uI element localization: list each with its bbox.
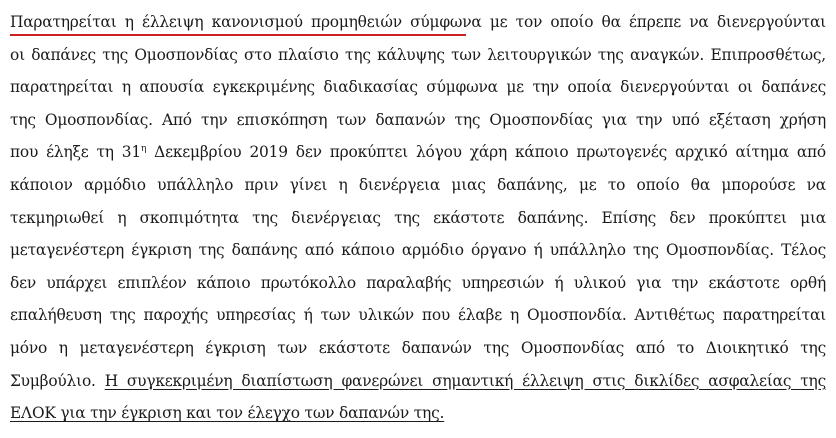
text-line-8-content: μεταγενέστερη έγκριση της δαπάνης από κάποιο αρμόδιο όργανο ή υπάλληλο της Ομοσπονδίας. Τέλος: [10, 241, 826, 260]
finding-underlined-sentence-end: ΕΛΟΚ για την έγκριση και τον έλεγχο των δαπανών της.: [10, 404, 445, 423]
text-line-2: [10, 39, 826, 72]
text-line-1: [10, 6, 826, 39]
text-line-11-content: μόνο η μεταγενέστερη έγκριση των εκάστοτε δαπανών της Ομοσπονδίας από το Διοικητικό της: [10, 338, 826, 357]
text-line-5: [10, 136, 826, 169]
text-line-2-content: οι δαπάνες της Ομοσπονδίας στο πλαίσιο της κάλυψης των λειτουργικών της αναγκών. Επιπροσθέτως,: [10, 45, 826, 64]
text-line-12-plain: Συμβούλιο.: [10, 371, 105, 390]
text-line-12: [10, 365, 826, 398]
text-line-10: [10, 299, 826, 332]
text-line-4: [10, 104, 826, 137]
text-line-3-content: παρατηρείται η απουσία εγκεκριμένης διαδικασίας σύμφωνα με την οποία διενεργούνται οι δαπάνες: [10, 78, 826, 97]
text-line-6: [10, 169, 826, 202]
finding-underlined-sentence: Η συγκεκριμένη διαπίστωση φανερώνει σημαντική έλλειψη στις δικλίδες ασφαλείας της: [104, 371, 826, 390]
text-line-7: [10, 202, 826, 235]
text-line-8: [10, 234, 826, 267]
text-line-13: [10, 397, 826, 430]
text-line-9: [10, 267, 826, 300]
red-annotation-underline: [10, 34, 466, 36]
text-line-5-part2: Δεκεμβρίου 2019 δεν προκύπτει λόγου χάρη κάποιο πρωτογενές αρχικό αίτημα από: [146, 143, 826, 162]
text-line-5-part1: που έληξε τη 31: [10, 143, 141, 162]
text-line-6-content: κάποιον αρμόδιο υπάλληλο πριν γίνει η διενέργεια μιας δαπάνης, με το οποίο θα μπορούσε να: [10, 175, 826, 194]
text-line-10-content: επαλήθευση της παροχής υπηρεσίας ή των υλικών που έλαβε η Ομοσπονδία. Αντιθέτως παρατηρείται: [10, 306, 826, 325]
document-page: [10, 6, 826, 430]
text-line-11: [10, 332, 826, 365]
ordinal-superscript: η: [141, 144, 147, 155]
text-line-4-content: της Ομοσπονδίας. Από την επισκόπηση των δαπανών της Ομοσπονδίας για την υπό εξέταση χρήση: [10, 110, 826, 129]
text-line-1-content: Παρατηρείται η έλλειψη κανονισμού προμηθειών σύμφωνα με τον οποίο θα έπρεπε να διενεργούνται: [10, 13, 826, 31]
text-line-9-content: δεν υπάρχει επιπλέον κάποιο πρωτόκολλο παραλαβής υπηρεσιών ή υλικού για την εκάστοτε ορθή: [10, 273, 826, 292]
text-line-3: [10, 71, 826, 104]
text-line-7-content: τεκμηριωθεί η σκοπιμότητα της διενέργειας της εκάστοτε δαπάνης. Επίσης δεν προκύπτει μια: [10, 208, 826, 227]
